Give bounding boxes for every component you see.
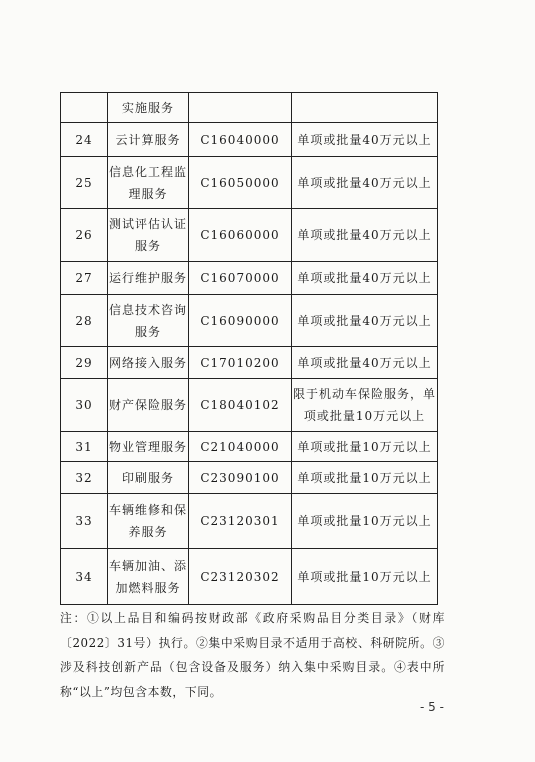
table-row bbox=[61, 209, 438, 262]
item-code: C23120301 bbox=[189, 494, 292, 549]
item-code: C16040000 bbox=[189, 123, 292, 157]
item-name: 云计算服务 bbox=[108, 123, 189, 157]
item-name: 车辆加油、添加燃料服务 bbox=[108, 549, 189, 605]
row-number: 25 bbox=[61, 157, 108, 209]
item-limit: 单项或批量10万元以上 bbox=[292, 549, 438, 605]
item-limit: 单项或批量40万元以上 bbox=[292, 347, 438, 379]
row-number: 33 bbox=[61, 494, 108, 549]
row-number: 28 bbox=[61, 295, 108, 347]
item-code: C23090100 bbox=[189, 462, 292, 494]
footnote-text: 注：①以上品目和编码按财政部《政府采购品目分类目录》（财库〔2022〕31号）执行。②集中采购目录不适用于高校、科研院所。③涉及科技创新产品（包含设备及服务）纳入集中采购目录。④表中所称“以上”均包含本数，下同。 bbox=[60, 611, 445, 699]
item-limit: 限于机动车保险服务，单项或批量10万元以上 bbox=[292, 379, 438, 432]
table-row bbox=[61, 123, 438, 157]
row-number: 32 bbox=[61, 462, 108, 494]
row-number: 26 bbox=[61, 209, 108, 262]
table-row bbox=[61, 262, 438, 295]
table-row bbox=[61, 295, 438, 347]
item-name: 运行维护服务 bbox=[108, 262, 189, 295]
row-number: 34 bbox=[61, 549, 108, 605]
table-row bbox=[61, 462, 438, 494]
item-code: C16070000 bbox=[189, 262, 292, 295]
item-limit bbox=[292, 93, 438, 123]
item-limit: 单项或批量40万元以上 bbox=[292, 157, 438, 209]
item-limit: 单项或批量10万元以上 bbox=[292, 494, 438, 549]
item-limit: 单项或批量40万元以上 bbox=[292, 262, 438, 295]
row-number bbox=[61, 93, 108, 123]
row-number: 31 bbox=[61, 432, 108, 462]
item-code: C23120302 bbox=[189, 549, 292, 605]
table-row bbox=[61, 549, 438, 605]
item-name: 实施服务 bbox=[108, 93, 189, 123]
item-limit: 单项或批量40万元以上 bbox=[292, 209, 438, 262]
table-row bbox=[61, 432, 438, 462]
item-limit: 单项或批量40万元以上 bbox=[292, 123, 438, 157]
page-number: - 5 - bbox=[420, 700, 444, 714]
row-number: 30 bbox=[61, 379, 108, 432]
item-name: 网络接入服务 bbox=[108, 347, 189, 379]
item-code: C16060000 bbox=[189, 209, 292, 262]
item-name: 测试评估认证服务 bbox=[108, 209, 189, 262]
table-row bbox=[61, 93, 438, 123]
row-number: 27 bbox=[61, 262, 108, 295]
item-code bbox=[189, 93, 292, 123]
item-code: C21040000 bbox=[189, 432, 292, 462]
table-row bbox=[61, 157, 438, 209]
table-footnote bbox=[60, 606, 445, 704]
table-row bbox=[61, 379, 438, 432]
item-name: 车辆维修和保养服务 bbox=[108, 494, 189, 549]
item-code: C16050000 bbox=[189, 157, 292, 209]
row-number: 29 bbox=[61, 347, 108, 379]
item-name: 印刷服务 bbox=[108, 462, 189, 494]
table-row bbox=[61, 494, 438, 549]
item-name: 信息化工程监理服务 bbox=[108, 157, 189, 209]
item-code: C18040102 bbox=[189, 379, 292, 432]
procurement-catalog-table bbox=[60, 92, 438, 605]
item-limit: 单项或批量10万元以上 bbox=[292, 432, 438, 462]
table-row bbox=[61, 347, 438, 379]
item-name: 财产保险服务 bbox=[108, 379, 189, 432]
item-limit: 单项或批量10万元以上 bbox=[292, 462, 438, 494]
item-name: 信息技术咨询服务 bbox=[108, 295, 189, 347]
row-number: 24 bbox=[61, 123, 108, 157]
item-name: 物业管理服务 bbox=[108, 432, 189, 462]
item-code: C16090000 bbox=[189, 295, 292, 347]
item-limit: 单项或批量40万元以上 bbox=[292, 295, 438, 347]
item-code: C17010200 bbox=[189, 347, 292, 379]
